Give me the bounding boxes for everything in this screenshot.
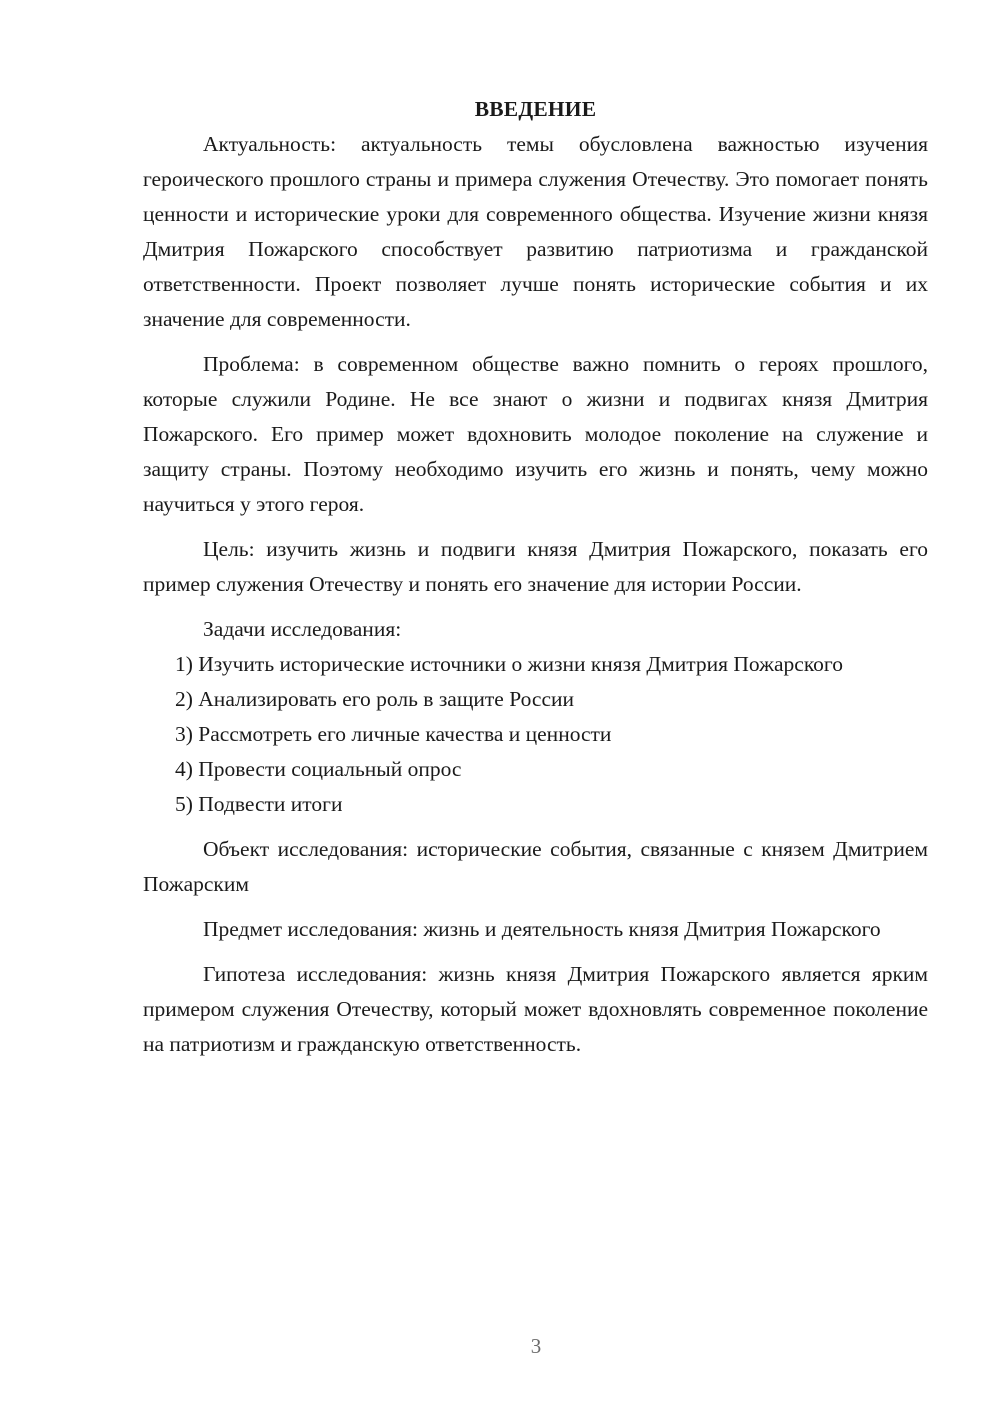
goal-paragraph: Цель: изучить жизнь и подвиги князя Дмитрия Пожарского, показать его пример служения Отечеству и понять его значение для истории России. — [143, 537, 928, 596]
object-paragraph: Объект исследования: исторические события, связанные с князем Дмитрием Пожарским — [143, 837, 928, 896]
task-item-3: 3) Рассмотреть его личные качества и ценности — [175, 722, 612, 746]
relevance-paragraph: Актуальность: актуальность темы обусловлена важностью изучения героического прошлого страны и примера служения Отечеству. Это помогает понять ценности и исторические уроки для современного общества. Изучение жизни князя Дмитрия Пожарского способствует развитию патриотизма и гражданской ответственности. Проект позволяет лучше понять исторические события и их значение для современности. — [143, 132, 928, 331]
document-page — [143, 92, 928, 1062]
page-title: ВВЕДЕНИЕ — [474, 97, 597, 121]
task-item-1: 1) Изучить исторические источники о жизни князя Дмитрия Пожарского — [175, 652, 843, 676]
hypothesis-paragraph: Гипотеза исследования: жизнь князя Дмитрия Пожарского является ярким примером служения Отечеству, который может вдохновлять современное поколение на патриотизм и гражданскую ответственность. — [143, 962, 928, 1056]
page-number: 3 — [530, 1334, 542, 1358]
task-item-5: 5) Подвести итоги — [175, 792, 343, 816]
problem-paragraph: Проблема: в современном обществе важно помнить о героях прошлого, которые служили Родине. Не все знают о жизни и подвигах князя Дмитрия Пожарского. Его пример может вдохновить молодое поколение на служение и защиту страны. Поэтому необходимо изучить его жизнь и понять, чему можно научиться у этого героя. — [143, 352, 928, 516]
task-item-4: 4) Провести социальный опрос — [175, 757, 462, 781]
subject-paragraph: Предмет исследования: жизнь и деятельность князя Дмитрия Пожарского — [203, 917, 881, 941]
task-item-2: 2) Анализировать его роль в защите России — [175, 687, 575, 711]
tasks-heading: Задачи исследования: — [203, 617, 402, 641]
